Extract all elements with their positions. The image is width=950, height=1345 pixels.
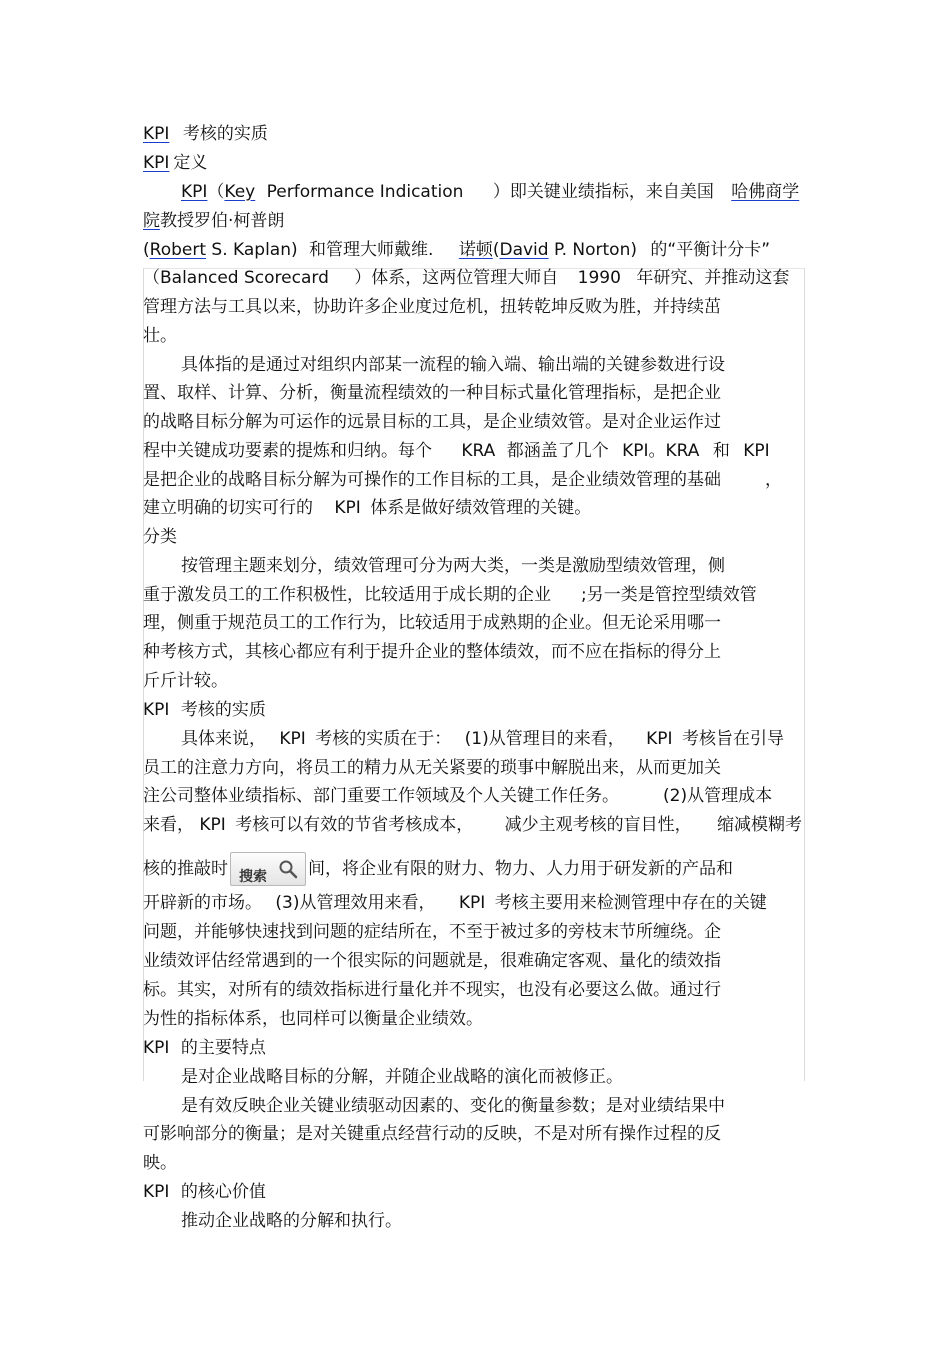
paragraph-line: 种考核方式，其核心都应有利于提升企业的整体绩效，而不应在指标的得分上 — [143, 642, 721, 662]
text: 建立明确的切实可行的 — [143, 498, 313, 518]
text: 考核主要用来检测管理中存在的关键 — [494, 893, 767, 913]
value-heading — [143, 1182, 266, 1202]
text: ）即关键业绩指标，来自美国 — [492, 182, 714, 202]
text: 具体来说， — [181, 729, 266, 749]
paragraph-line: 理，侧重于规范员工的工作行为，比较适用于成熟期的企业。但无论采用哪一 — [143, 613, 721, 633]
david-link[interactable]: David — [499, 240, 549, 260]
text: P. Norton) — [553, 240, 637, 260]
text: 考核的实质在于： — [315, 729, 452, 749]
text: 考核可以有效的节省考核成本， — [235, 815, 474, 835]
search-button[interactable] — [230, 852, 306, 886]
text: ;另一类是管控型绩效管 — [581, 585, 757, 605]
text: KPI — [143, 700, 170, 720]
text: 程中关键成功要素的提炼和归纳。每个 — [143, 441, 432, 461]
text: 的“平衡计分卡” — [650, 240, 771, 260]
text: KPI — [143, 1182, 170, 1202]
text: KPI — [458, 893, 486, 913]
text: S. Kaplan) — [211, 240, 298, 260]
kpi-link[interactable]: KPI — [143, 124, 170, 144]
text: 考核的实质 — [180, 700, 266, 720]
definition-line — [143, 268, 789, 288]
definition-line — [143, 240, 770, 260]
paragraph-line: 是有效反映企业关键业绩驱动因素的、变化的衡量参数；是对业绩结果中 — [181, 1096, 725, 1116]
key-link[interactable]: Key — [224, 182, 256, 202]
kpi-link[interactable]: KPI — [181, 182, 208, 202]
text: 都涵盖了几个 — [506, 441, 609, 461]
text: KPI — [646, 729, 673, 749]
features-heading — [143, 1038, 266, 1058]
paragraph-line — [181, 729, 784, 749]
norton-link[interactable]: 诺顿 — [458, 240, 493, 260]
paragraph-line: 置、取样、计算、分析，衡量流程绩效的一种目标式量化管理指标，是把企业 — [143, 383, 721, 403]
text: 年研究、并推动这套 — [636, 268, 790, 288]
doc-title — [143, 124, 268, 144]
classify-heading: 分类 — [143, 527, 177, 547]
paragraph-line — [143, 498, 591, 518]
paragraph-line: 可影响部分的衡量；是对关键重点经营行动的反映，不是对所有操作过程的反 — [143, 1124, 721, 1144]
text: （Balanced Scorecard — [143, 268, 329, 288]
paragraph-line — [143, 786, 772, 806]
paragraph-line — [143, 852, 733, 886]
paragraph-line: 是对企业战略目标的分解，并随企业战略的演化而被修正。 — [181, 1067, 623, 1087]
text: 1990 — [577, 268, 621, 288]
text: 考核旨在引导 — [681, 729, 784, 749]
definition-line: 管理方法与工具以来，协助许多企业度过危机，扭转乾坤反败为胜，并持续茁 — [143, 297, 721, 317]
text: KPI — [279, 729, 306, 749]
essence-heading — [143, 700, 266, 720]
paragraph-line: 推动企业战略的分解和执行。 — [181, 1211, 402, 1231]
text: (2)从管理成本 — [663, 786, 773, 806]
paragraph-line: 问题，并能够快速找到问题的症结所在，不至于被过多的旁枝末节所缠绕。企 — [143, 922, 721, 942]
text: KRA — [461, 441, 496, 461]
text: 核的推敲时 — [143, 859, 228, 879]
paragraph-line: 标。其实，对所有的绩效指标进行量化并不现实，也没有必要这么做。通过行 — [143, 980, 721, 1000]
paragraph-line: 斤斤计较。 — [143, 671, 228, 691]
text: （ — [207, 182, 225, 202]
text: KPI — [143, 1038, 170, 1058]
text: 缩减模糊考 — [717, 815, 803, 835]
harvard-link[interactable]: 哈佛商学 — [731, 182, 800, 202]
text: Performance Indication — [266, 182, 464, 202]
text: 教授罗伯·柯普朗 — [160, 211, 285, 231]
text: 体系是做好绩效管理的关键。 — [370, 498, 592, 518]
text: 注公司整体业绩指标、部门重要工作领域及个人关键工作任务。 — [143, 786, 619, 806]
text: 和 — [712, 441, 730, 461]
definition-heading — [143, 153, 207, 173]
paragraph-line: 按管理主题来划分，绩效管理可分为两大类，一类是激励型绩效管理，侧 — [181, 556, 725, 576]
text: KPI — [743, 441, 770, 461]
paragraph-line: 员工的注意力方向，将员工的精力从无关紧要的琐事中解脱出来，从而更加关 — [143, 758, 721, 778]
paragraph-line — [143, 893, 767, 913]
harvard-link-end[interactable]: 院 — [143, 211, 160, 231]
text: ）体系，这两位管理大师自 — [354, 268, 559, 288]
magnifier-icon — [278, 859, 298, 879]
paragraph-line: 业绩效评估经常遇到的一个很实际的问题就是，很难确定客观、量化的绩效指 — [143, 951, 721, 971]
text: (3)从管理效用来看， — [275, 893, 436, 913]
title-text: 考核的实质 — [182, 124, 268, 144]
text: KPI — [199, 815, 226, 835]
text: ， — [765, 470, 782, 490]
text: 重于激发员工的工作积极性，比较适用于成长期的企业 — [143, 585, 551, 605]
definition-line — [143, 211, 284, 231]
robert-link[interactable]: Robert — [149, 240, 206, 260]
text: 的主要特点 — [180, 1038, 266, 1058]
paragraph-line: 映。 — [143, 1153, 177, 1173]
kpi-link[interactable]: KPI — [143, 153, 170, 173]
text: 间，将企业有限的财力、物力、人力用于研发新的产品和 — [308, 859, 733, 879]
paragraph-line: 的战略目标分解为可运作的远景目标的工具，是企业绩效管。是对企业运作过 — [143, 412, 721, 432]
definition-line: 壮。 — [143, 326, 177, 346]
paragraph-line: 为性的指标体系，也同样可以衡量企业绩效。 — [143, 1009, 483, 1029]
text: ( — [492, 240, 500, 260]
text: 是把企业的战略目标分解为可操作的工作目标的工具，是企业绩效管理的基础 — [143, 470, 721, 490]
paragraph-line — [143, 585, 757, 605]
text: 减少主观考核的盲目性， — [504, 815, 692, 835]
text: KPI。KRA — [622, 441, 700, 461]
text: KPI — [334, 498, 361, 518]
text: ( — [143, 240, 150, 260]
text: 的核心价值 — [180, 1182, 266, 1202]
text: 和管理大师戴维. — [309, 240, 434, 260]
heading-text: 定义 — [173, 153, 208, 173]
text: (1)从管理目的来看， — [464, 729, 625, 749]
paragraph-line: 具体指的是通过对组织内部某一流程的输入端、输出端的关键参数进行设 — [181, 355, 725, 375]
paragraph-line — [143, 441, 770, 461]
text: 来看， — [143, 815, 194, 835]
text: 开辟新的市场。 — [143, 893, 262, 913]
search-button-label: 搜索 — [239, 869, 267, 885]
definition-line — [181, 182, 799, 202]
paragraph-line — [143, 470, 782, 490]
paragraph-line — [143, 815, 802, 835]
